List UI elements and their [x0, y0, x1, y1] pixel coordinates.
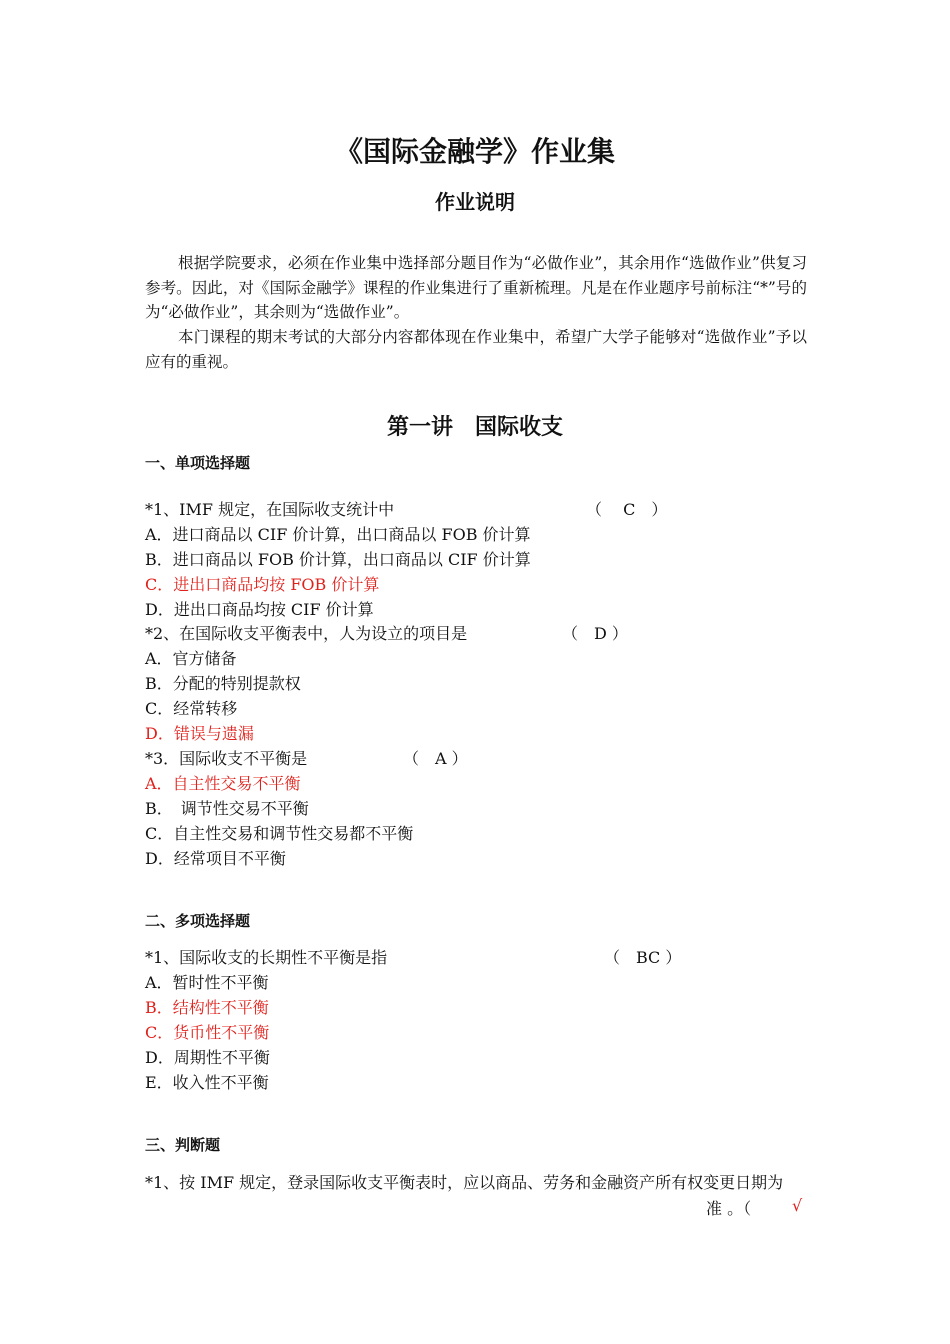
intro-paragraph-2: 本门课程的期末考试的大部分内容都体现在作业集中，希望广大学子能够对“选做作业”予以应有的重视。: [145, 328, 807, 371]
option-item: B．分配的特别提款权: [145, 674, 301, 693]
section-heading-multiple-choice: 二、多项选择题: [145, 912, 251, 930]
option-item: C．经常转移: [145, 699, 238, 718]
option-item-correct: C．货币性不平衡: [145, 1023, 270, 1042]
question-stem: *1、国际收支的长期性不平衡是指: [145, 948, 388, 967]
answer-bracket: （ D ）: [562, 624, 628, 643]
answer-checkmark: √: [792, 1196, 803, 1215]
document-subtitle: 作业说明: [435, 190, 515, 214]
option-item: E．收入性不平衡: [145, 1073, 269, 1092]
option-item: A．官方储备: [145, 649, 237, 668]
option-item: B． 调节性交易不平衡: [145, 799, 309, 818]
answer-bracket: （ C ）: [586, 500, 668, 519]
answer-bracket: （ BC ）: [604, 948, 682, 967]
option-item-correct: D．错误与遗漏: [145, 724, 254, 743]
lecture-title: 第一讲 国际收支: [386, 415, 563, 440]
option-item: A．进口商品以 CIF 价计算，出口商品以 FOB 价计算: [145, 525, 531, 544]
question-stem: *3．国际收支不平衡是: [145, 749, 308, 768]
option-item-correct: B．结构性不平衡: [145, 998, 269, 1017]
question-stem: *1、IMF 规定，在国际收支统计中: [145, 500, 395, 519]
option-item: D．经常项目不平衡: [145, 849, 286, 868]
option-item-correct: A．自主性交易不平衡: [145, 774, 301, 793]
document-title: 《国际金融学》作业集: [334, 135, 615, 168]
option-item: A．暂时性不平衡: [145, 973, 269, 992]
question-stem: *2、在国际收支平衡表中，人为设立的项目是: [145, 624, 468, 643]
option-item-correct: C．进出口商品均按 FOB 价计算: [145, 575, 380, 594]
question-stem-continued: 准 。（: [706, 1199, 752, 1218]
option-item: D．进出口商品均按 CIF 价计算: [145, 600, 374, 619]
option-item: B．进口商品以 FOB 价计算，出口商品以 CIF 价计算: [145, 550, 531, 569]
option-item: D．周期性不平衡: [145, 1048, 270, 1067]
answer-bracket: （ A ）: [403, 749, 468, 768]
question-stem: *1、按 IMF 规定，登录国际收支平衡表时，应以商品、劳务和金融资产所有权变更日期为: [145, 1173, 784, 1192]
section-heading-true-false: 三、判断题: [145, 1136, 221, 1154]
option-item: C．自主性交易和调节性交易都不平衡: [145, 824, 414, 843]
intro-paragraph-1: 根据学院要求，必须在作业集中选择部分题目作为“必做作业”，其余用作“选做作业”供复习参考。因此，对《国际金融学》课程的作业集进行了重新梳理。凡是在作业题序号前标注“*”号的为“必做作业”，其余则为“选做作业”。: [145, 254, 807, 321]
section-heading-single-choice: 一、单项选择题: [145, 454, 251, 472]
